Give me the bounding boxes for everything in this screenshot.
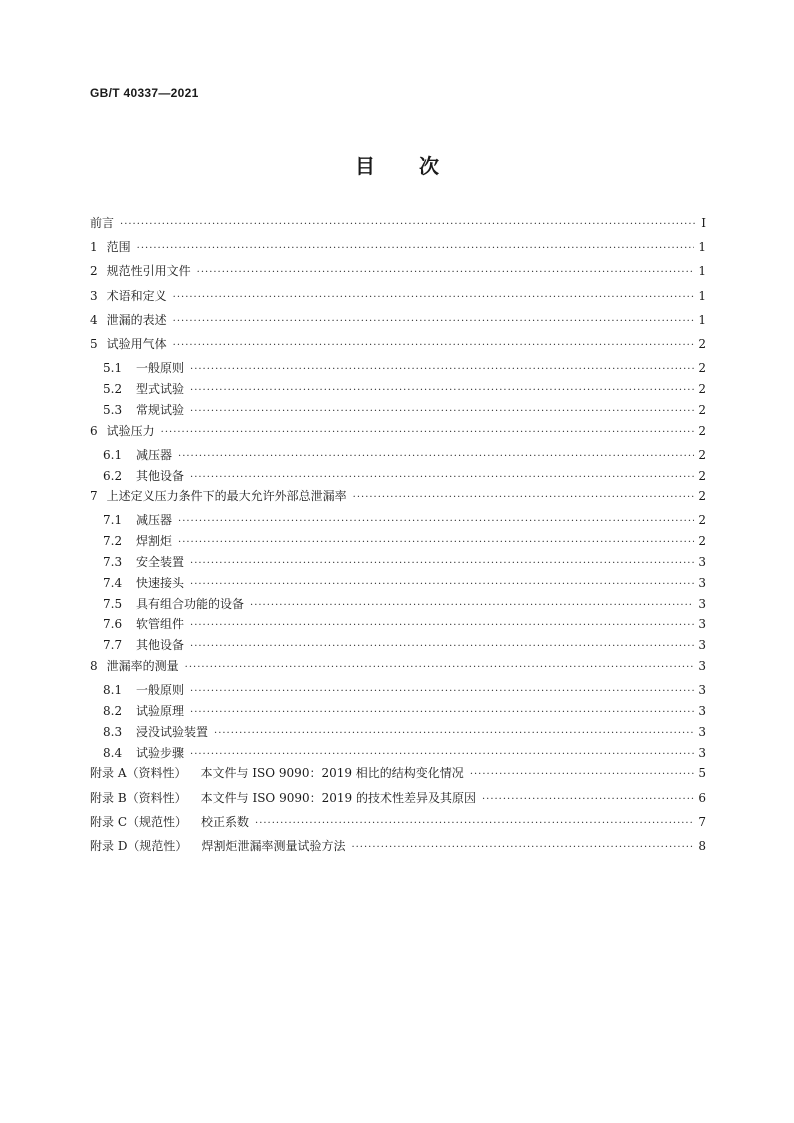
toc-entry[interactable] <box>90 380 706 401</box>
toc-entry-page: 3 <box>698 745 706 760</box>
toc-entry-label: 试验步骤 <box>136 745 185 760</box>
leader-dots <box>190 406 694 417</box>
toc-entry-number: 7.5 <box>103 596 123 611</box>
toc-entry[interactable] <box>90 487 706 511</box>
toc-entry-number: 8.3 <box>103 724 123 739</box>
toc-entry-label: 一般原则 <box>136 361 185 376</box>
table-of-contents <box>90 214 706 861</box>
toc-entry-page: 2 <box>698 447 706 462</box>
toc-entry-page: 3 <box>698 638 706 653</box>
toc-annex-tag: 附录 A（资料性） <box>90 766 187 781</box>
toc-entry-page: 7 <box>698 814 706 829</box>
leader-dots <box>190 472 694 483</box>
toc-entry-page: 3 <box>698 596 706 611</box>
toc-entry-label: 术语和定义 <box>106 288 167 303</box>
toc-entry-page: 2 <box>698 381 706 396</box>
toc-entry-number: 2 <box>90 264 98 279</box>
toc-entry[interactable] <box>90 764 706 788</box>
toc-entry-label: 快速接头 <box>136 575 185 590</box>
toc-entry[interactable] <box>90 359 706 380</box>
toc-entry-page: 3 <box>698 704 706 719</box>
toc-entry-label: 具有组合功能的设备 <box>136 596 245 611</box>
leader-dots <box>190 364 694 375</box>
toc-entry-number: 8.1 <box>103 683 123 698</box>
toc-entry[interactable] <box>90 335 706 359</box>
leader-dots <box>173 316 695 327</box>
toc-entry-label: 泄漏的表述 <box>106 312 167 327</box>
toc-entry-label: 焊割炬泄漏率测量试验方法 <box>201 839 346 853</box>
toc-entry[interactable] <box>90 702 706 723</box>
toc-entry-number: 6.2 <box>103 468 123 483</box>
leader-dots <box>120 219 696 230</box>
leader-dots <box>190 749 694 760</box>
toc-entry[interactable] <box>90 262 706 286</box>
toc-entry-number: 5 <box>90 336 98 351</box>
toc-entry-page: Ⅰ <box>701 216 706 230</box>
toc-entry-label: 一般原则 <box>136 683 185 698</box>
leader-dots <box>178 451 694 462</box>
leader-dots <box>178 537 694 548</box>
toc-entry-number: 3 <box>90 288 98 303</box>
leader-dots <box>137 243 695 254</box>
toc-entry-label: 其他设备 <box>136 638 185 653</box>
toc-entry-page: 3 <box>698 617 706 632</box>
toc-entry[interactable] <box>90 311 706 335</box>
toc-entry-page: 2 <box>698 468 706 483</box>
leader-dots <box>190 558 694 569</box>
toc-entry-number: 7.6 <box>103 617 123 632</box>
toc-entry-page: 5 <box>698 766 706 781</box>
leader-dots <box>255 818 694 829</box>
toc-entry-page: 3 <box>698 659 706 674</box>
toc-entry-page: 1 <box>698 312 706 327</box>
toc-entry[interactable] <box>90 813 706 837</box>
leader-dots <box>178 516 694 527</box>
leader-dots <box>190 620 694 631</box>
toc-entry-label: 软管组件 <box>136 617 185 632</box>
toc-entry-number: 7.4 <box>103 575 123 590</box>
toc-entry-number: 5.1 <box>103 361 123 376</box>
toc-entry[interactable] <box>90 238 706 262</box>
toc-entry-page: 1 <box>698 288 706 303</box>
toc-entry-page: 1 <box>698 264 706 279</box>
toc-annex-tag: 附录 C（规范性） <box>90 814 187 829</box>
title-char-2: 次 <box>419 154 439 178</box>
leader-dots <box>190 579 694 590</box>
toc-entry-number: 7.3 <box>103 555 123 570</box>
leader-dots <box>197 267 695 278</box>
toc-entry-label: 泄漏率的测量 <box>106 659 179 674</box>
toc-entry-number: 7.2 <box>103 534 123 549</box>
toc-entry-page: 3 <box>698 555 706 570</box>
toc-entry-number: 7 <box>90 489 98 504</box>
toc-entry-number: 7.7 <box>103 638 123 653</box>
toc-entry-number: 6 <box>90 423 98 438</box>
toc-entry-label: 前言 <box>90 216 115 230</box>
toc-entry-number: 5.2 <box>103 381 123 396</box>
toc-entry-label: 型式试验 <box>136 381 185 396</box>
toc-entry[interactable] <box>90 422 706 446</box>
toc-entry[interactable] <box>90 636 706 657</box>
toc-entry[interactable] <box>90 789 706 813</box>
toc-entry-page: 3 <box>698 724 706 739</box>
standard-code: GB/T 40337—2021 <box>90 86 199 100</box>
toc-entry-label: 本文件与 ISO 9090：2019 的技术性差异及其原因 <box>200 790 476 805</box>
toc-entry-number: 8.2 <box>103 704 123 719</box>
toc-entry-number: 7.1 <box>103 513 123 528</box>
toc-entry-label: 试验压力 <box>106 423 155 438</box>
toc-entry-page: 2 <box>698 336 706 351</box>
toc-entry[interactable] <box>90 511 706 532</box>
leader-dots <box>190 707 694 718</box>
toc-entry-label: 本文件与 ISO 9090：2019 相比的结构变化情况 <box>200 766 464 781</box>
toc-entry-label: 规范性引用文件 <box>106 264 191 279</box>
toc-entry-label: 安全装置 <box>136 555 185 570</box>
leader-dots <box>482 794 694 805</box>
toc-entry-page: 3 <box>698 683 706 698</box>
toc-entry[interactable] <box>90 287 706 311</box>
toc-entry-label: 减压器 <box>136 513 173 528</box>
leader-dots <box>173 340 695 351</box>
toc-entry-page: 6 <box>698 790 706 805</box>
leader-dots <box>190 641 694 652</box>
toc-entry-label: 校正系数 <box>201 814 250 829</box>
toc-entry-page: 2 <box>698 534 706 549</box>
toc-entry[interactable] <box>90 214 706 238</box>
toc-entry-label: 减压器 <box>136 447 173 462</box>
toc-entry-page: 2 <box>698 489 706 504</box>
toc-annex-tag: 附录 D（规范性） <box>90 839 188 853</box>
leader-dots <box>470 769 695 780</box>
toc-entry-label: 试验原理 <box>136 704 185 719</box>
leader-dots <box>353 492 695 503</box>
toc-entry[interactable] <box>90 574 706 595</box>
leader-dots <box>190 686 694 697</box>
toc-entry-number: 5.3 <box>103 402 123 417</box>
leader-dots <box>161 427 695 438</box>
toc-entry-number: 6.1 <box>103 447 123 462</box>
toc-entry-page: 3 <box>698 575 706 590</box>
toc-entry-label: 上述定义压力条件下的最大允许外部总泄漏率 <box>106 489 347 504</box>
leader-dots <box>185 662 695 673</box>
toc-entry[interactable] <box>90 837 706 861</box>
toc-entry-number: 8 <box>90 659 98 674</box>
toc-entry-label: 试验用气体 <box>106 336 167 351</box>
toc-entry[interactable] <box>90 401 706 422</box>
toc-entry-label: 浸没试验装置 <box>136 724 209 739</box>
toc-entry-number: 1 <box>90 240 98 255</box>
toc-entry[interactable] <box>90 744 706 765</box>
toc-entry[interactable] <box>90 657 706 681</box>
toc-entry-label: 其他设备 <box>136 468 185 483</box>
toc-entry-number: 4 <box>90 312 98 327</box>
leader-dots <box>173 292 695 303</box>
toc-entry-page: 8 <box>698 839 706 853</box>
leader-dots <box>351 842 694 853</box>
toc-entry[interactable] <box>90 723 706 744</box>
toc-entry[interactable] <box>90 615 706 636</box>
toc-entry[interactable] <box>90 532 706 553</box>
toc-entry[interactable] <box>90 467 706 488</box>
toc-entry-label: 常规试验 <box>136 402 185 417</box>
toc-entry-page: 2 <box>698 361 706 376</box>
page-title <box>0 150 794 179</box>
toc-entry-page: 2 <box>698 423 706 438</box>
toc-entry[interactable] <box>90 553 706 574</box>
toc-entry-page: 2 <box>698 402 706 417</box>
title-char-1: 目 <box>355 154 375 178</box>
leader-dots <box>250 600 694 611</box>
toc-entry[interactable] <box>90 595 706 616</box>
toc-entry-number: 8.4 <box>103 745 123 760</box>
toc-entry-page: 1 <box>698 240 706 255</box>
toc-annex-tag: 附录 B（资料性） <box>90 790 187 805</box>
leader-dots <box>214 728 694 739</box>
toc-entry-label: 焊割炬 <box>136 534 173 549</box>
toc-entry-label: 范围 <box>106 240 131 255</box>
toc-entry[interactable] <box>90 446 706 467</box>
toc-entry[interactable] <box>90 681 706 702</box>
toc-entry-page: 2 <box>698 513 706 528</box>
leader-dots <box>190 385 694 396</box>
